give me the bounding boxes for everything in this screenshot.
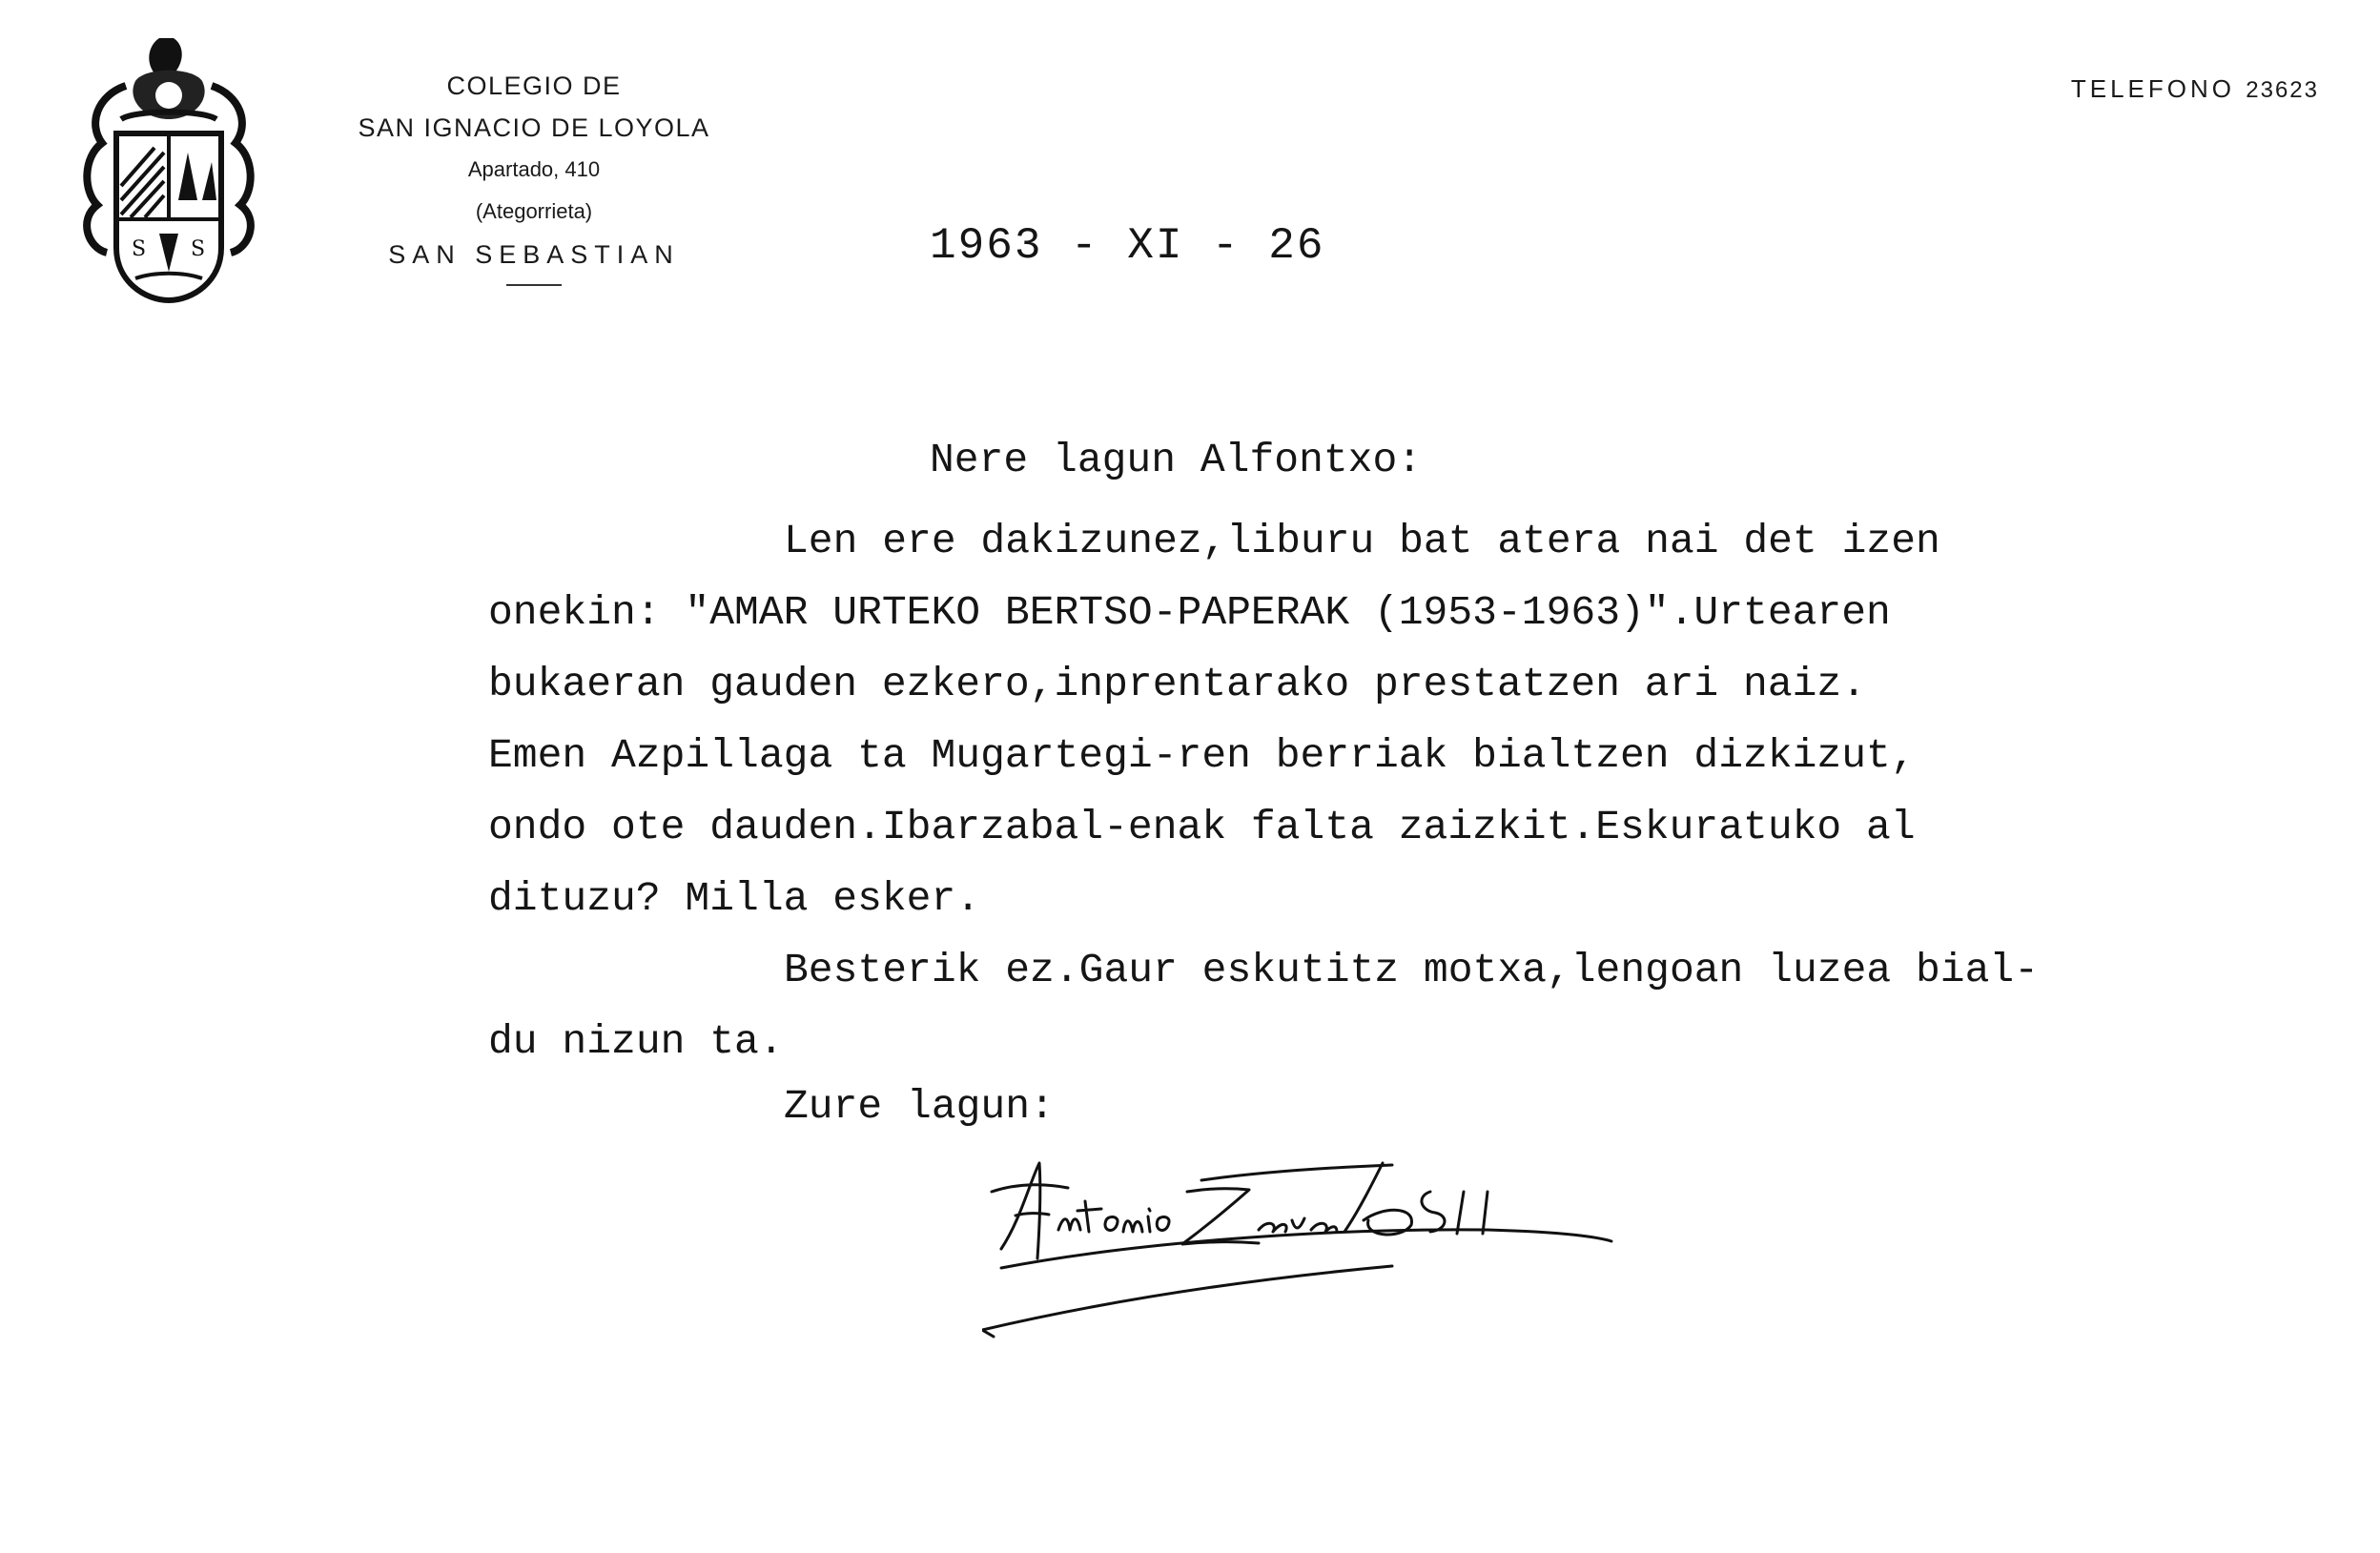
body-line: du nizun ta. (488, 1018, 784, 1065)
body-line: Len ere dakizunez,liburu bat atera nai det izen (784, 518, 1940, 564)
telephone-number: 23623 (2246, 77, 2319, 103)
letter-closing: Zure lagun: (784, 1083, 1055, 1130)
letter-salutation: Nere lagun Alfontxo: (930, 437, 1423, 483)
letterhead-district: (Ategorrieta) (475, 199, 593, 223)
letter-body (488, 505, 2300, 1077)
letterhead-college: COLEGIO DE (446, 72, 622, 100)
letterhead-city: SAN SEBASTIAN (388, 240, 680, 269)
body-line: Besterik ez.Gaur eskutitz motxa,lengoan luzea bial- (784, 947, 2040, 993)
body-line: ondo ote dauden.Ibarzabal-enak falta zaizkit.Eskuratuko al (488, 804, 1916, 850)
coat-of-arms-icon (69, 29, 269, 305)
letterhead-school-name: SAN IGNACIO DE LOYOLA (358, 113, 710, 142)
letterhead-po-box: Apartado, 410 (467, 157, 601, 181)
body-line: dituzu? Milla esker. (488, 875, 981, 922)
letter-date: 1963 - XI - 26 (930, 221, 1325, 271)
body-line: Emen Azpillaga ta Mugartegi-ren berriak bialtzen dizkizut, (488, 732, 1916, 779)
crest-letter-left: S (132, 237, 147, 261)
telephone-label: TELEFONO (2070, 74, 2236, 103)
telephone-block (2071, 74, 2319, 104)
letterhead-divider (506, 284, 562, 286)
body-line: bukaeran gauden ezkero,inprentarako prestatzen ari naiz. (488, 661, 1867, 707)
letterhead-address (286, 65, 782, 286)
handwritten-signature (982, 1125, 1669, 1344)
crest-letter-right: S (191, 237, 206, 261)
body-line: onekin: "AMAR URTEKO BERTSO-PAPERAK (1953-1963)".Urtearen (488, 589, 1891, 636)
